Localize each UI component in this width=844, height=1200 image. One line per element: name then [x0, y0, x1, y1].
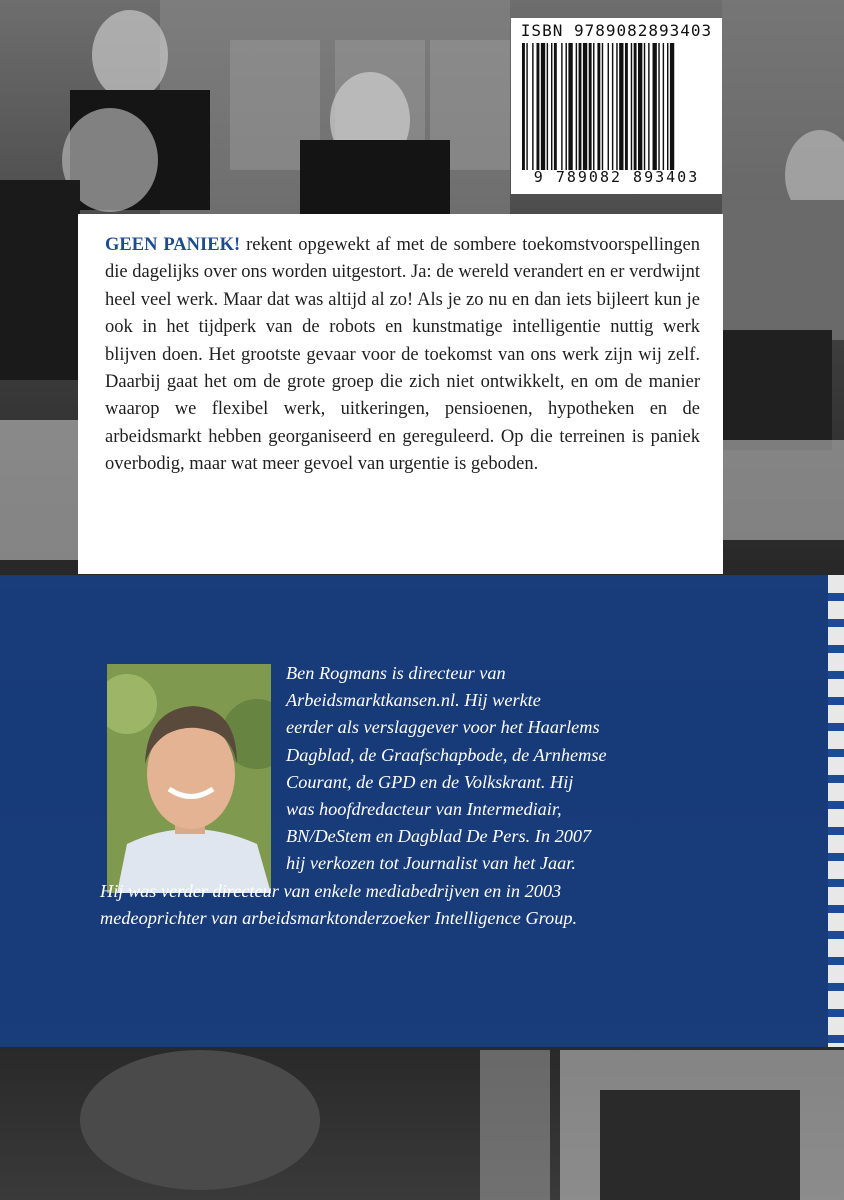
barcode-bar — [667, 43, 668, 171]
barcode-bar — [526, 43, 527, 171]
barcode-bar — [658, 43, 659, 171]
barcode-bar — [638, 43, 642, 171]
barcode-bar — [625, 43, 628, 171]
barcode-bar — [522, 43, 525, 171]
barcode-bar — [576, 43, 577, 171]
barcode-bar — [532, 43, 533, 171]
barcode-bar — [593, 43, 594, 171]
blurb-body: rekent opgewekt af met de sombere toekomstvoorspellingen die dagelijks over ons worden uitgestort. Ja: de wereld verandert en er verdwijnt heel veel werk. Maar dat was altijd al zo! Als je zo nu en dan iets bijleert kun je ook in het tijdperk van de robots en kunstmatige intelligentie nuttig werk blijven doen. Het grootste gevaar voor de toekomst van ons werk zijn wij zelf. Daarbij gaat het om de grote groep die zich niet ontwikkelt, en om de manier waarop we flexibel werk, uitkeringen, pensioenen, hypotheken en de arbeidsmarkt hebben georganiseerd en gereguleerd. Op die terreinen is paniek overbodig, maar wat meer gevoel van urgentie is geboden. — [105, 235, 700, 475]
author-bio-line: Ben Rogmans is directeur van — [286, 663, 506, 683]
barcode-bars — [522, 43, 711, 171]
author-bio-line: hij verkozen tot Journalist van het Jaar. — [286, 853, 576, 874]
author-bio-line: Dagblad, de Graafschapbode, de Arnhemse — [286, 744, 607, 765]
author-bio-line: medeoprichter van arbeidsmarktonderzoeker Intelligence Group. — [100, 907, 578, 928]
barcode-bar — [631, 43, 632, 171]
barcode-bar — [579, 43, 582, 171]
barcode-bar — [554, 43, 557, 171]
author-bio — [100, 660, 660, 932]
barcode-bar — [597, 43, 600, 171]
barcode-bar — [648, 43, 649, 171]
isbn-digits: 9 789082 893403 — [511, 170, 722, 185]
barcode-bar — [612, 43, 613, 171]
spine-edge-decoration — [828, 575, 844, 1047]
blurb-headline: GEEN PANIEK! — [105, 235, 241, 255]
author-bio-line: was hoofdredacteur van Intermediair, — [286, 799, 562, 820]
barcode-bar — [566, 43, 567, 171]
barcode-bar — [670, 43, 674, 171]
barcode-bar — [663, 43, 664, 171]
barcode-bar — [568, 43, 572, 171]
barcode-bar — [602, 43, 603, 171]
author-bio-line: eerder als verslaggever voor het Haarlems — [286, 717, 600, 738]
author-bio-line: Courant, de GPD en de Volkskrant. Hij — [286, 771, 574, 792]
barcode-bar — [619, 43, 623, 171]
isbn-barcode — [511, 18, 722, 194]
barcode-bar — [589, 43, 592, 171]
author-bio-line: BN/DeStem en Dagblad De Pers. In 2007 — [286, 826, 592, 847]
blurb-text — [105, 232, 700, 479]
barcode-bar — [608, 43, 609, 171]
barcode-bar — [561, 43, 562, 171]
barcode-bar — [551, 43, 552, 171]
barcode-bar — [616, 43, 617, 171]
barcode-bar — [583, 43, 587, 171]
barcode-bar — [537, 43, 540, 171]
isbn-label: ISBN 9789082893403 — [520, 21, 713, 40]
barcode-bar — [541, 43, 545, 171]
barcode-bar — [653, 43, 657, 171]
barcode-bar — [634, 43, 637, 171]
barcode-bar — [547, 43, 548, 171]
author-bio-line: Arbeidsmarktkansen.nl. Hij werkte — [286, 690, 541, 711]
barcode-bar — [644, 43, 645, 171]
author-bio-line: Hij was verder directeur van enkele mediabedrijven en in 2003 — [100, 880, 562, 901]
blurb-panel — [78, 214, 723, 574]
